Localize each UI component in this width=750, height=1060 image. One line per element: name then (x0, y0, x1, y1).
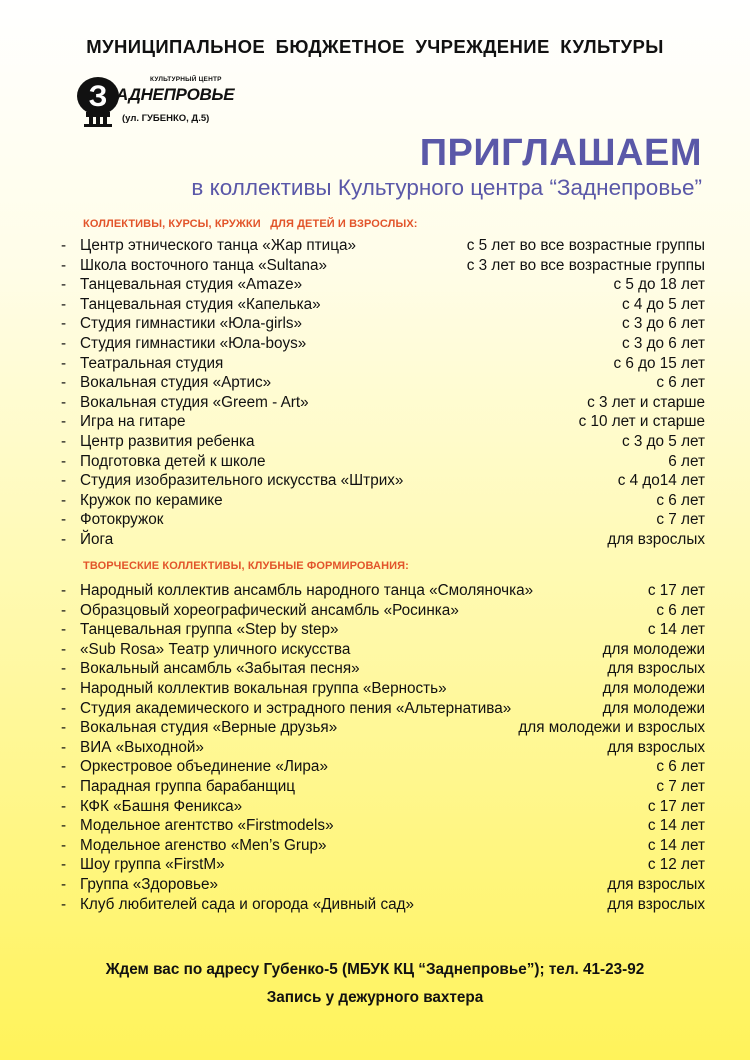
list-item (61, 679, 705, 699)
culture-center-logo (76, 72, 235, 128)
item-name: Парадная группа барабанщиц (80, 777, 296, 795)
bullet-dash: - (61, 856, 67, 874)
item-name: Вокальная студия «Верные друзья» (80, 719, 338, 737)
item-name: Модельное агентство «Firstmodels» (80, 817, 334, 835)
bullet-dash: - (61, 413, 67, 431)
list-item (61, 530, 705, 550)
bullet-dash: - (61, 276, 67, 294)
bullet-dash: - (61, 374, 67, 392)
item-name: Народный коллектив вокальная группа «Верность» (80, 679, 447, 697)
item-age: с 6 лет (656, 491, 705, 509)
list-item (61, 797, 705, 817)
list-item (61, 640, 705, 660)
item-name: Школа восточного танца «Sultana» (80, 256, 327, 274)
item-name: Модельное агенство «Men’s Grup» (80, 836, 327, 854)
item-name: Танцевальная группа «Step by step» (80, 621, 339, 639)
item-name: Студия гимнастики «Юла-boys» (80, 334, 307, 352)
item-age: для взрослых (607, 660, 705, 678)
collectives-list (61, 581, 705, 914)
item-name: ВИА «Выходной» (80, 738, 204, 756)
section-heading-collectives: ТВОРЧЕСКИЕ КОЛЛЕКТИВЫ, КЛУБНЫЕ ФОРМИРОВАНИЯ: (83, 560, 409, 572)
bullet-dash: - (61, 836, 67, 854)
item-age: с 3 лет и старше (587, 393, 705, 411)
bullet-dash: - (61, 875, 67, 893)
item-age: с 5 лет во все возрастные группы (466, 237, 705, 254)
item-age: с 4 до 5 лет (621, 295, 705, 313)
list-item (61, 471, 705, 491)
item-name: Оркестровое объединение «Лира» (80, 758, 328, 776)
bullet-dash: - (61, 354, 67, 372)
item-name: Студия академического и эстрадного пения «Альтернатива» (80, 699, 512, 717)
item-age: для молодежи и взрослых (518, 719, 705, 737)
registration-line: Запись у дежурного вахтера (266, 989, 484, 1006)
bullet-dash: - (61, 621, 67, 639)
item-name: Танцевальная студия «Капелька» (80, 295, 321, 313)
item-age: для взрослых (607, 738, 705, 756)
list-item (61, 432, 705, 452)
list-item (61, 816, 705, 836)
list-item (61, 659, 705, 679)
list-item (61, 510, 705, 530)
list-item (61, 757, 705, 777)
item-age: 6 лет (668, 452, 705, 470)
item-age: с 6 лет (656, 374, 705, 392)
bullet-dash: - (61, 699, 67, 717)
item-age: с 17 лет (647, 582, 705, 599)
item-name: Образцовый хореографический ансамбль «Росинка» (80, 601, 459, 619)
item-age: для взрослых (607, 895, 705, 913)
bullet-dash: - (61, 432, 67, 450)
list-item (61, 314, 705, 334)
list-item (61, 738, 705, 758)
list-item (61, 256, 705, 276)
item-age: с 5 до 18 лет (613, 276, 705, 294)
item-age: с 7 лет (656, 511, 705, 529)
item-name: Вокальный ансамбль «Забытая песня» (80, 660, 360, 678)
bullet-dash: - (61, 601, 67, 619)
item-age: с 14 лет (647, 621, 705, 639)
item-name: Театральная студия (80, 354, 224, 372)
item-age: с 3 до 6 лет (621, 315, 705, 333)
list-item (61, 601, 705, 621)
bullet-dash: - (61, 491, 67, 509)
item-name: Фотокружок (80, 511, 164, 529)
item-age: для взрослых (607, 530, 705, 548)
item-name: Вокальная студия «Greem - Art» (80, 393, 309, 411)
item-name: Вокальная студия «Артис» (80, 374, 272, 392)
bullet-dash: - (61, 511, 67, 529)
bullet-dash: - (61, 452, 67, 470)
item-age: с 3 до 5 лет (621, 432, 705, 450)
list-item (61, 373, 705, 393)
item-name: Игра на гитаре (80, 413, 186, 431)
bullet-dash: - (61, 738, 67, 756)
item-name: Центр развития ребенка (80, 432, 255, 450)
bullet-dash: - (61, 315, 67, 333)
item-age: для взрослых (607, 875, 705, 893)
item-name: Клуб любителей сада и огорода «Дивный сад» (80, 895, 415, 913)
item-age: с 4 до14 лет (617, 472, 705, 490)
bullet-dash: - (61, 758, 67, 776)
item-age: с 17 лет (647, 797, 705, 815)
logo-letter: З (88, 80, 108, 113)
logo-small-caption: КУЛЬТУРНЫЙ ЦЕНТР (150, 76, 222, 83)
bullet-dash: - (61, 530, 67, 548)
item-age: для молодежи (602, 699, 705, 717)
item-age: с 6 до 15 лет (613, 354, 705, 372)
list-item (61, 275, 705, 295)
item-name: Танцевальная студия «Amaze» (80, 276, 303, 294)
bullet-dash: - (61, 679, 67, 697)
list-item (61, 777, 705, 797)
item-age: с 3 лет во все возрастные группы (466, 256, 705, 274)
list-item (61, 699, 705, 719)
list-item (61, 452, 705, 472)
item-name: Студия гимнастики «Юла-girls» (80, 315, 303, 333)
invitation-subtitle: в коллективы Культурного центра “Заднепровье” (191, 175, 702, 200)
item-name: Народный коллектив ансамбль народного танца «Смоляночка» (80, 582, 534, 599)
item-age: с 6 лет (656, 601, 705, 619)
item-name: «Sub Rosa» Театр уличного искусства (80, 640, 351, 658)
list-item (61, 334, 705, 354)
bullet-dash: - (61, 472, 67, 490)
list-item (61, 412, 705, 432)
item-name: Центр этнического танца «Жар птица» (80, 237, 356, 254)
bullet-dash: - (61, 777, 67, 795)
list-item (61, 875, 705, 895)
list-item (61, 855, 705, 875)
item-age: с 7 лет (656, 777, 705, 795)
bullet-dash: - (61, 237, 67, 254)
item-name: Кружок по керамике (80, 491, 223, 509)
section-heading-courses: КОЛЛЕКТИВЫ, КУРСЫ, КРУЖКИ ДЛЯ ДЕТЕЙ И ВЗРОСЛЫХ: (83, 218, 418, 230)
item-age: для молодежи (602, 640, 705, 658)
list-item (61, 295, 705, 315)
list-item (61, 836, 705, 856)
bullet-dash: - (61, 295, 67, 313)
item-name: Группа «Здоровье» (80, 875, 219, 893)
list-item (61, 236, 705, 256)
bullet-dash: - (61, 817, 67, 835)
list-item (61, 354, 705, 374)
item-name: Подготовка детей к школе (80, 452, 266, 470)
item-name: Студия изобразительного искусства «Штрих» (80, 472, 404, 490)
item-name: Йога (80, 530, 114, 548)
invitation-title: ПРИГЛАШАЕМ (419, 132, 702, 174)
list-item (61, 491, 705, 511)
bullet-dash: - (61, 393, 67, 411)
item-age: с 12 лет (647, 856, 705, 874)
bullet-dash: - (61, 582, 67, 599)
item-age: с 3 до 6 лет (621, 334, 705, 352)
item-age: с 6 лет (656, 758, 705, 776)
bullet-dash: - (61, 719, 67, 737)
item-age: с 14 лет (647, 817, 705, 835)
logo-address: (ул. ГУБЕНКО, Д.5) (122, 113, 210, 124)
courses-list (61, 236, 705, 550)
list-item (61, 393, 705, 413)
list-item (61, 620, 705, 640)
bullet-dash: - (61, 797, 67, 815)
list-item (61, 718, 705, 738)
item-age: с 14 лет (647, 836, 705, 854)
bullet-dash: - (61, 895, 67, 913)
logo-name: АДНЕПРОВЬЕ (116, 85, 235, 104)
item-age: с 10 лет и старше (578, 413, 705, 431)
list-item (61, 581, 705, 601)
bullet-dash: - (61, 256, 67, 274)
item-name: Шоу группа «FirstM» (80, 856, 225, 874)
item-name: КФК «Башня Феникса» (80, 797, 243, 815)
address-line: Ждем вас по адресу Губенко-5 (МБУК КЦ “Заднепровье”); тел. 41-23-92 (105, 961, 645, 978)
bullet-dash: - (61, 334, 67, 352)
bullet-dash: - (61, 660, 67, 678)
institution-header: МУНИЦИПАЛЬНОЕ БЮДЖЕТНОЕ УЧРЕЖДЕНИЕ КУЛЬТУРЫ (86, 36, 664, 57)
bullet-dash: - (61, 640, 67, 658)
list-item (61, 895, 705, 915)
item-age: для молодежи (602, 679, 705, 697)
